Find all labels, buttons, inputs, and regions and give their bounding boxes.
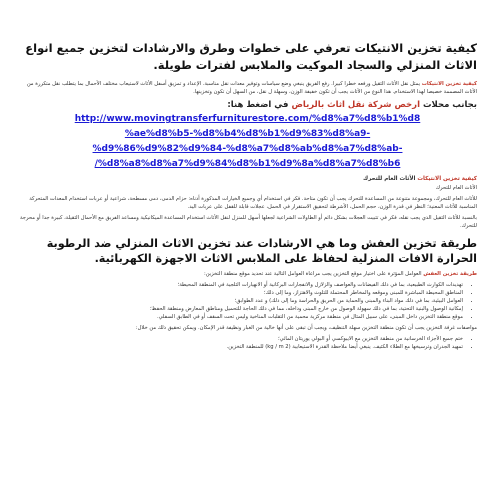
url-link[interactable] bbox=[18, 112, 477, 172]
storage-list bbox=[18, 335, 477, 351]
intro-paragraph bbox=[18, 80, 477, 96]
section-label: طريقة تخزين العفش bbox=[423, 271, 477, 277]
list-item: • تهديدات الكوارث الطبيعية، بما في ذلك الفيضانات والعواصف والزلازل والانفجارات البركانية أو الانهيارات الثلجية في المنطقة المحيطة؛ bbox=[18, 281, 463, 289]
intro-text: يمثل نقل الأثاث الثقيل ورفعه خطرا كبيرا. رفع الفريق ينبغي وضع سياسات وتوفير معدات نقل مناسبة. الإعداد و تمزيق أسفل الأثاث لاستيعاب مختلف الأحمال بما يتطلب نقل متكررة من الأثاث المصممة خصيصا لهذا الاستخدام. هذا النوع من الأثاث يجب أن تكون خفيفة الوزن، وسهلة ل نقل، من السهل أن تكون وتخزينها. bbox=[26, 81, 477, 95]
url-line[interactable]: http://www.movingtransferfurniturestore.com/%d8%a7%d8%b1%d8 bbox=[74, 114, 421, 124]
list-item: • ختم جميع الأجزاء الخرسانية من منطقة التخزين مع الايبوكسي أو البولي يوريثان المائي؛ bbox=[18, 335, 463, 343]
paragraph: بالنسبة للأثاث الثقيل الذي يجب نقله، فكر في تثبيت العجلات بشكل دائم أو الطاولات الشراعية لجعلها أسهل للمنزل لنقل الأثاث استخدام المساعدة الميكانيكية ومساعد الفريق مع الأحمال الثقيلة، كبيرة جدا أو محرجة للتحرك. bbox=[20, 215, 477, 229]
paragraph: للأثاث العام للتحرك، ومجموعة متنوعة من المساعدة للتحرك يجب أن تكون متاحة. فكر في استخدام أي وجميع الخيارات المذكورة أدناه: حزام الدمى، دمى مسطحة، شراعية أو عربات استخدام المعدات المتحركة المناسبة للأثاث المعنية؛ النظر في قدرة الوزن، حجم الحمل، الأشرطة لتحقيق الاستقرار في الحمل، عجلات قابلة للقفل على عربات اليد. bbox=[29, 196, 477, 210]
paragraph bbox=[18, 270, 477, 278]
link-highlight[interactable]: ارخص شركة نقل اثاث بالرياض bbox=[291, 100, 420, 110]
list-item: • العوامل البيئية، بما في ذلك مواد البناء والمبنى والحماية من الحريق والحراسة وما إلى ذلك) و عدد الطوابق؛ bbox=[18, 297, 463, 305]
link-line bbox=[18, 100, 477, 110]
paragraph: مواصفات غرفة التخزين يجب أن تكون منطقة التخزين سهلة التنظيف، ويجب أن تبقى على أنها خالية من الغبار ونظيفة قدر الإمكان. ويمكن تحقيق ذلك من خلال: bbox=[135, 325, 477, 331]
link-suffix: في اضغط هنا: bbox=[227, 100, 289, 110]
list-item: • إمكانية الوصول والبنية التحتية، بما في ذلك سهولة الوصول من خارج المبنى وداخله، مما في ذلك الحاجة للتحميل ومناطق المعارض ومنطقة الحفظ؛ bbox=[18, 305, 463, 313]
section-label: كيفية تخزين الانتيكات bbox=[417, 176, 477, 182]
url-line[interactable]: %d9%86%d9%82%d9%84-%d8%a7%d8%ab%d8%a7%d8%ab- bbox=[92, 144, 403, 154]
list-item: • تمهيد الجدران وترسيخها مع الطلاء الكثيف. ينبغي أيضا ملاحظة القدرة الاستيعابية (kg / m 2) للمنطقة التخزين. bbox=[18, 343, 463, 351]
intro-label: كيفية تخزين الانتيكات bbox=[421, 81, 477, 87]
factors-list bbox=[18, 281, 477, 321]
url-line[interactable]: %ae%d8%b5-%d8%b4%d8%b1%d9%83%d8%a9- bbox=[124, 129, 371, 139]
section-label-secondary: الأثاث العام للتحرك bbox=[362, 176, 416, 182]
list-item: • موقع منطقة التخزين داخل المبنى، على سبيل المثال في منطقة مركزية محمية من التقلبات المناخية وليس تحت السقف أو في الطابق السفلي. bbox=[18, 313, 463, 321]
paragraph-text: العوامل المؤثرة على اختيار موقع التخزين يجب مراعاة العوامل التالية عند تحديد موقع منطقة التخزين: bbox=[203, 271, 422, 277]
paragraph: الأثاث العام للتحرك bbox=[435, 185, 477, 191]
page-title: كيفية تخزين الانتيكات تعرفي على خطوات وطرق والارشادات لتخزين جميع انواع الاثاث المنزلي والسجاد الموكيت والملابس لفترات طويلة. bbox=[25, 41, 477, 72]
link-prefix: بجانب محلات bbox=[422, 100, 477, 110]
section-title: طريقة تخزين العفش وما هي الارشادات عند تخزين الاثاث المنزلي ضد الرطوبة الحرارة الافات المنزلية لحفاظ على الملابس الاثاث الاجهزة الكهربائية. bbox=[46, 237, 477, 265]
url-line[interactable]: /%d8%a8%d8%a7%d9%84%d8%b1%d9%8a%d8%a7%d8%b6 bbox=[94, 159, 401, 169]
section-heading bbox=[18, 176, 477, 182]
list-item: • المناطق المحيطة المباشرة للمبنى وموقعه والمخاطر المحتملة للتلوث والاهتزاز، وما إلى ذلك؛ bbox=[18, 289, 463, 297]
